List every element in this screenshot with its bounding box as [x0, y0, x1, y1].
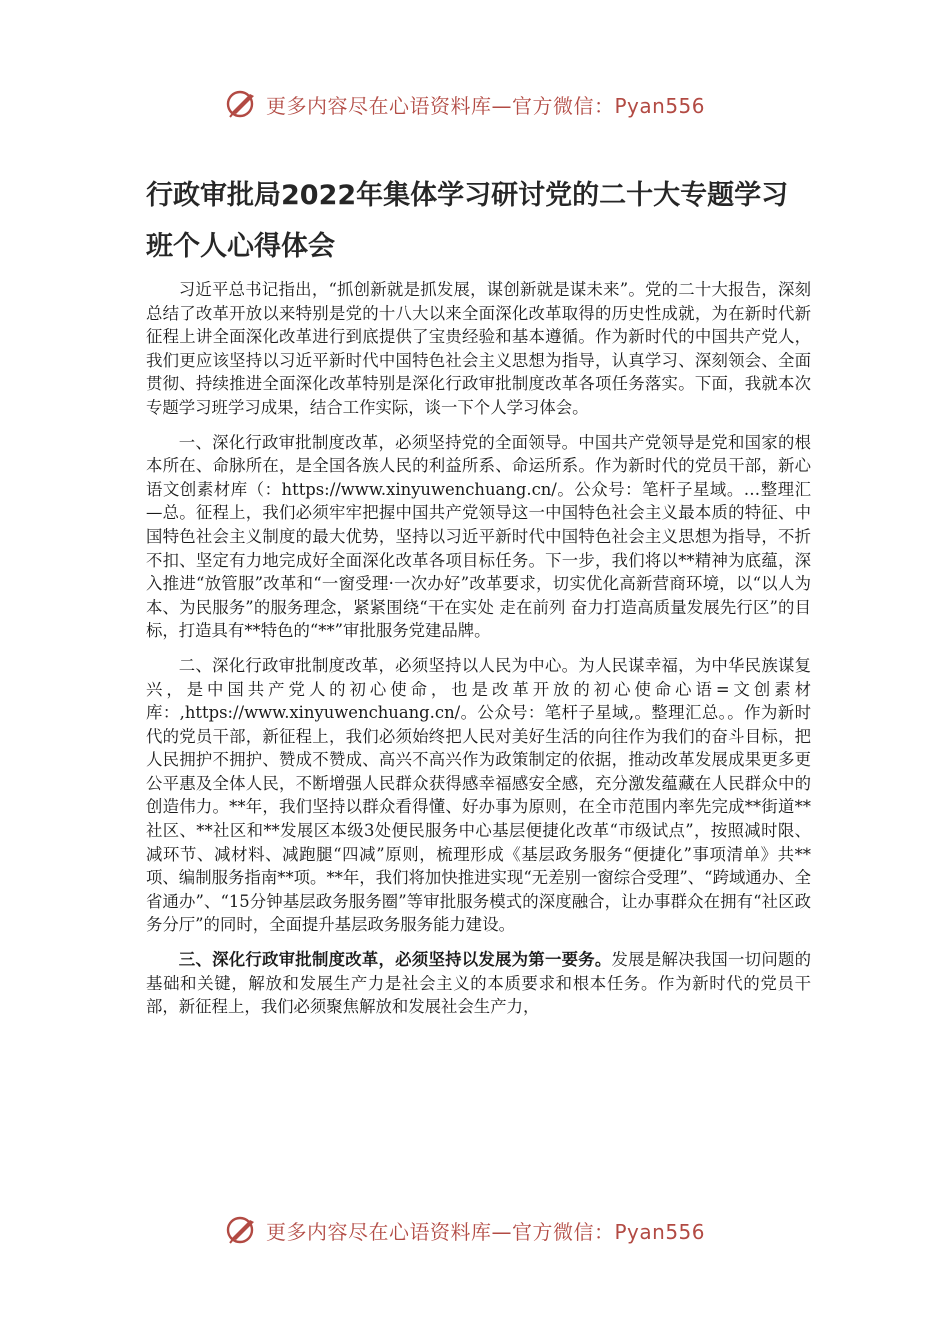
footer-banner	[224, 1210, 744, 1250]
page-title: 行政审批局2022年集体学习研讨党的二十大专题学习班个人心得体会	[146, 180, 789, 262]
pen-logo-icon	[224, 86, 260, 122]
header-banner	[224, 84, 744, 124]
paragraph-text: 二、深化行政审批制度改革，必须坚持以人民为中心。为人民谋幸福，为中华民族谋复兴，是中国共产党人的初心使命，也是改革开放的初心使命心语=文创素材库：,https://www.xinyuwenchuang.cn/。公众号：笔杆子星域,。整理汇总。。作为新时代的党员干部，新征程上，我们必须始终把人民对美好生活的向往作为我们的奋斗目标，把人民拥护不拥护、赞成不赞成、高兴不高兴作为政策制定的依据，推动改革发展成果更多更公平惠及全体人民，不断增强人民群众获得感幸福感安全感，充分激发蕴藏在人民群众中的创造伟力。**年，我们坚持以群众看得懂、好办事为原则，在全市范围内率先完成**街道**社区、**社区和**发展区本级3处便民服务中心基层便捷化改革“市级试点”，按照减时限、减环节、减材料、减跑腿“四减”原则，梳理形成《基层政务服务“便捷化”事项清单》共**项、编制服务指南**项。**年，我们将加快推进实现“无差别一窗综合受理”、“跨域通办、全省通办”、“15分钟基层政务服务圈”等审批服务模式的深度融合，让办事群众在拥有“社区政务分厅”的同时，全面提升基层政务服务能力建设。	[146, 655, 811, 935]
section-heading: 三、深化行政审批制度改革，必须坚持以发展为第一要务。	[178, 950, 612, 970]
paragraph-intro	[146, 278, 811, 420]
pen-logo-icon	[224, 1212, 260, 1248]
paragraph-section-1	[146, 431, 811, 643]
paragraph-section-2	[146, 654, 811, 937]
paragraph-section-3	[146, 948, 811, 1019]
paragraph-text: 发展是解决我国一切问题的基础和关键，解放和发展生产力是社会主义的本质要求和根本任务。作为新时代的党员干部，新征程上，我们必须聚焦解放和发展社会生产力，	[146, 950, 812, 1017]
banner-text: 更多内容尽在心语资料库—官方微信：Pyan556	[266, 1219, 706, 1244]
banner-text: 更多内容尽在心语资料库—官方微信：Pyan556	[266, 93, 706, 118]
paragraph-text: 习近平总书记指出，“抓创新就是抓发展，谋创新就是谋未来”。党的二十大报告，深刻总结了改革开放以来特别是党的十八大以来全面深化改革取得的历史性成就，为在新时代新征程上讲全面深化改革进行到底提供了宝贵经验和基本遵循。作为新时代的中国共产党人，我们更应该坚持以习近平新时代中国特色社会主义思想为指导，认真学习、深刻领会、全面贯彻、持续推进全面深化改革特别是深化行政审批制度改革各项任务落实。下面，我就本次专题学习班学习成果，结合工作实际，谈一下个人学习体会。	[146, 280, 811, 417]
paragraph-text: 一、深化行政审批制度改革，必须坚持党的全面领导。中国共产党领导是党和国家的根本所在、命脉所在，是全国各族人民的利益所系、命运所系。作为新时代的党员干部，新心语文创素材库（：https://www.xinyuwenchuang.cn/。公众号：笔杆子星域。…整理汇—总。征程上，我们必须牢牢把握中国共产党领导这一中国特色社会主义最本质的特征、中国特色社会主义制度的最大优势，坚持以习近平新时代中国特色社会主义思想为指导，不折不扣、坚定有力地完成好全面深化改革各项目标任务。下一步，我们将以**精神为底蕴，深入推进“放管服”改革和“一窗受理·一次办好”改革要求，切实优化高新营商环境，以“以人为本、为民服务”的服务理念，紧紧围绕“干在实处 走在前列 奋力打造高质量发展先行区”的目标，打造具有**特色的“**”审批服务党建品牌。	[146, 432, 811, 641]
document-body	[146, 278, 811, 1030]
